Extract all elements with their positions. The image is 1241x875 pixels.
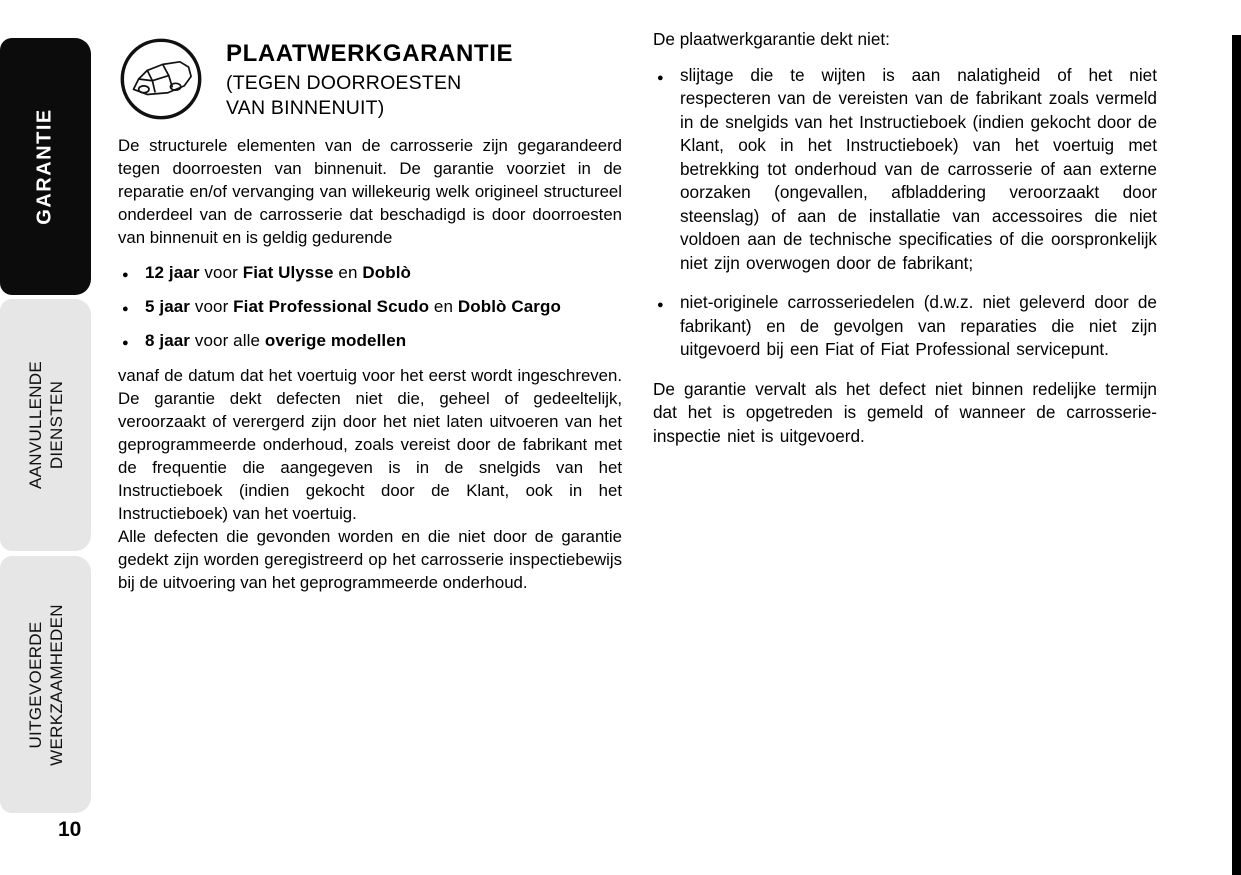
registration-paragraph: Alle defecten die gevonden worden en die niet door de garantie gedekt zijn worden geregistreerd op het carrosserie inspectiebewijs bij de uitvoering van het geprogrammeerde onderhoud.: [118, 527, 622, 592]
list-item: ● niet-originele carrosseriedelen (d.w.z. niet geleverd door de fabrikant) en de gevolgen van reparaties die niet zijn uitgevoerd bij een Fiat of Fiat Professional servicepunt.: [653, 291, 1157, 362]
tab-label-line1: AANVULLENDE: [25, 360, 45, 490]
sidebar-tab-garantie-label: GARANTIE: [34, 108, 57, 225]
section-header: [118, 36, 622, 122]
intro-paragraph: De structurele elementen van de carrosserie zijn gegarandeerd tegen doorroesten van binnenuit. De garantie voorziet in de reparatie en/of vervanging van willekeurig welk origineel structureel onderdeel van de carrosserie dat beschadigd is door doorroesten van binnenuit en is geldig gedurende: [118, 136, 622, 247]
sidebar-tab-garantie[interactable]: [0, 38, 91, 295]
section-subtitle-line2: VAN BINNENUIT): [226, 97, 385, 119]
tab-label-line2: DIENSTEN: [46, 380, 66, 470]
warranty-duration-list: [118, 261, 622, 352]
list-item: ● 5 jaar voor Fiat Professional Scudo en Doblò Cargo: [118, 295, 622, 318]
page-number: 10: [58, 818, 82, 841]
section-subtitle-line1: (TEGEN DOORROESTEN: [226, 72, 462, 94]
sidebar-tab-uitgevoerde-werkzaamheden-label: [25, 604, 67, 766]
tab-label-line2: WERKZAAMHEDEN: [46, 603, 66, 766]
exclusions-heading: De plaatwerkgarantie dekt niet:: [653, 29, 890, 49]
sidebar-tab-aanvullende-diensten-label: [25, 361, 67, 489]
list-item: ● slijtage die te wijten is aan nalatigheid of het niet respecteren van de vereisten van de fabrikant zoals vermeld in de snelgids van het Instructieboek (indien gekocht door de Klant, ook in het Instructieboek) van het voertuig met betrekking tot onderhoud van de carrosserie of aan externe oorzaken (ongevallen, afbladdering veroorzaakt door steenslag) of aan de installatie van accessoires die niet voldoen aan de technische specificaties of die oorspronkelijk niet zijn overwogen door de fabrikant;: [653, 64, 1157, 276]
tab-label-line1: UITGEVOERDE: [25, 620, 45, 749]
car-body-icon: [118, 36, 204, 122]
list-item: ● 12 jaar voor Fiat Ulysse en Doblò: [118, 261, 622, 284]
left-column: [118, 36, 622, 594]
right-column: [653, 28, 1157, 448]
sidebar-tab-aanvullende-diensten[interactable]: [0, 299, 91, 551]
section-title: PLAATWERKGARANTIE: [226, 40, 514, 67]
list-item: ● 8 jaar voor alle overige modellen: [118, 329, 622, 352]
page-edge-strip: [1232, 35, 1241, 875]
closing-paragraph: De garantie vervalt als het defect niet binnen redelijke termijn dat het is opgetreden is gemeld of wanneer de carrosserie-inspectie niet is uitgevoerd.: [653, 378, 1157, 446]
validity-paragraph: vanaf de datum dat het voertuig voor het eerst wordt ingeschreven. De garantie dekt defecten niet die, geheel of gedeeltelijk, veroorzaakt of verergerd zijn door het niet laten uitvoeren van het geprogrammeerde onderhoud, zoals vereist door de fabrikant met de frequentie die aangegeven is in de snelgids van het Instructieboek (indien gekocht door de Klant, ook in het Instructieboek) van het voertuig.: [118, 366, 622, 523]
exclusions-list: [653, 64, 1157, 362]
section-titles: [226, 36, 513, 122]
sidebar-tab-uitgevoerde-werkzaamheden[interactable]: [0, 556, 91, 813]
